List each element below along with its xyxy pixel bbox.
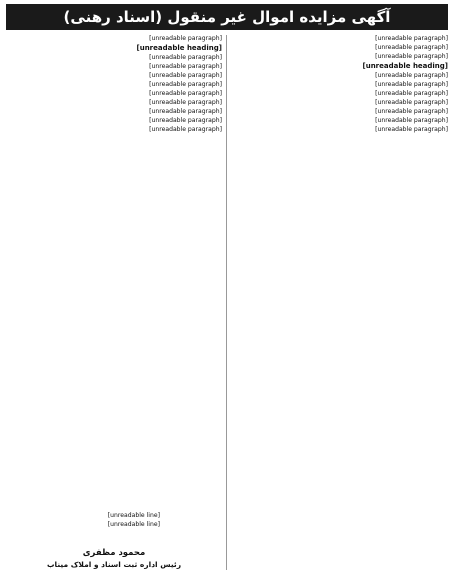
paragraph: [unreadable paragraph] bbox=[149, 99, 222, 107]
signatory-title: رئیس اداره ثبت اسناد و املاک میناب bbox=[46, 560, 182, 569]
reference-block bbox=[10, 512, 160, 530]
paragraph: [unreadable paragraph] bbox=[149, 54, 222, 62]
section-heading: [unreadable heading] bbox=[362, 62, 448, 71]
paragraph: [unreadable paragraph] bbox=[375, 126, 448, 134]
paragraph: [unreadable paragraph] bbox=[149, 126, 222, 134]
right-column bbox=[232, 35, 448, 570]
notice-title: آگهی مزایده اموال غیر منقول (اسناد رهنی) bbox=[6, 4, 448, 30]
paragraph: [unreadable paragraph] bbox=[375, 35, 448, 42]
column-divider bbox=[226, 35, 227, 570]
paragraph: [unreadable paragraph] bbox=[149, 90, 222, 98]
paragraph: [unreadable paragraph] bbox=[375, 99, 448, 107]
signatory-name: محمود مظفری bbox=[82, 548, 146, 558]
paragraph: [unreadable paragraph] bbox=[149, 35, 222, 42]
signature-block bbox=[6, 547, 222, 570]
notice-body bbox=[6, 35, 448, 570]
paragraph: [unreadable paragraph] bbox=[375, 81, 448, 89]
paragraph: [unreadable paragraph] bbox=[149, 81, 222, 89]
paragraph: [unreadable paragraph] bbox=[375, 117, 448, 125]
section-heading: [unreadable heading] bbox=[136, 44, 222, 53]
paragraph: [unreadable paragraph] bbox=[149, 108, 222, 116]
paragraph: [unreadable paragraph] bbox=[375, 44, 448, 52]
reference-line: [unreadable line] bbox=[107, 521, 160, 528]
paragraph: [unreadable paragraph] bbox=[149, 72, 222, 80]
reference-line: [unreadable line] bbox=[107, 512, 160, 519]
paragraph: [unreadable paragraph] bbox=[149, 117, 222, 125]
paragraph: [unreadable paragraph] bbox=[375, 90, 448, 98]
paragraph: [unreadable paragraph] bbox=[375, 108, 448, 116]
paragraph: [unreadable paragraph] bbox=[149, 63, 222, 71]
left-column bbox=[6, 35, 222, 570]
paragraph: [unreadable paragraph] bbox=[375, 72, 448, 80]
paragraph: [unreadable paragraph] bbox=[375, 53, 448, 61]
